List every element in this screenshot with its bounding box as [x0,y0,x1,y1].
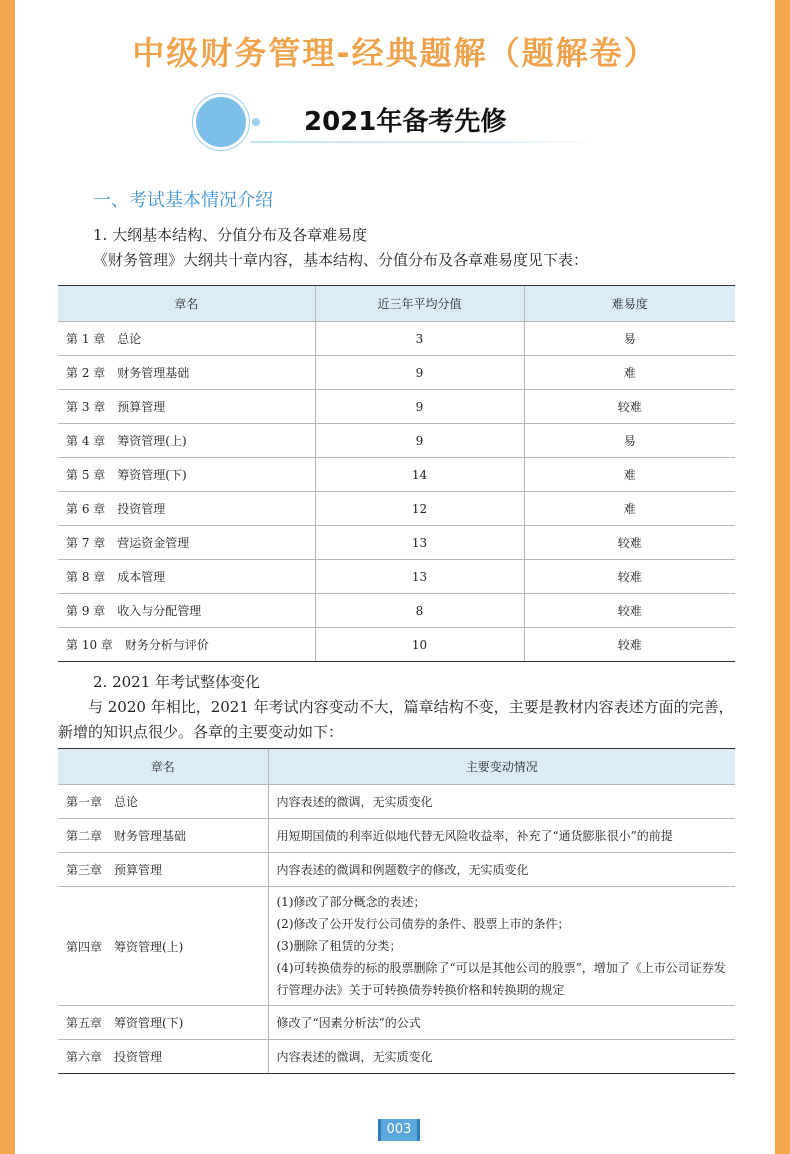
score-cell: 13 [315,526,524,560]
chapter-cell: 第四章 筹资管理(上) [58,887,268,1006]
banner-underline [250,141,600,143]
table-header-row [58,749,735,785]
change-item: (4)可转换债券的标的股票删除了“可以是其他公司的股票”，增加了《上市公司证券发行管理办法》关于可转换债券转换价格和转换期的规定 [276,961,726,997]
changes-cell [268,887,735,1006]
table-row [58,526,735,560]
changes-cell [268,853,735,887]
difficulty-cell: 较难 [524,560,735,594]
table-row [58,1006,735,1040]
chapter-cell: 第五章 筹资管理(下) [58,1006,268,1040]
score-cell: 9 [315,424,524,458]
column-header-difficulty: 难易度 [524,286,735,322]
chapter-cell: 第一章 总论 [58,785,268,819]
chapter-cell: 第 7 章 营运资金管理 [58,526,315,560]
table-row [58,560,735,594]
change-item: (2)修改了公开发行公司债券的条件、股票上市的条件； [276,917,570,931]
difficulty-cell: 较难 [524,628,735,662]
score-difficulty-table [58,285,735,662]
column-header-changes: 主要变动情况 [268,749,735,785]
change-item: (1)修改了部分概念的表述； [276,895,426,909]
change-item: (3)删除了租赁的分类； [276,939,402,953]
table-header-row [58,286,735,322]
score-cell: 9 [315,390,524,424]
chapter-cell: 第 10 章 财务分析与评价 [58,628,315,662]
chapter-cell: 第 1 章 总论 [58,322,315,356]
changes-cell [268,1040,735,1074]
difficulty-cell: 易 [524,322,735,356]
chapter-cell: 第 3 章 预算管理 [58,390,315,424]
difficulty-cell: 易 [524,424,735,458]
score-cell: 12 [315,492,524,526]
column-header-score: 近三年平均分值 [315,286,524,322]
score-cell: 3 [315,322,524,356]
difficulty-cell: 较难 [524,390,735,424]
table-row [58,390,735,424]
subheading-changes: 2. 2021 年考试整体变化 [93,673,261,691]
chapter-changes-table [58,748,735,1074]
difficulty-cell: 较难 [524,526,735,560]
score-cell: 8 [315,594,524,628]
book-title: 中级财务管理-经典题解（题解卷） [132,34,658,72]
table-row [58,492,735,526]
table-row [58,785,735,819]
change-item: 修改了“因素分析法”的公式 [276,1016,421,1030]
changes-cell [268,785,735,819]
score-cell: 14 [315,458,524,492]
table-row [58,458,735,492]
table-row [58,628,735,662]
score-cell: 10 [315,628,524,662]
chapter-cell: 第 8 章 成本管理 [58,560,315,594]
table-row [58,424,735,458]
subheading-outline: 1. 大纲基本结构、分值分布及各章难易度 [93,226,368,244]
table-row [58,853,735,887]
difficulty-cell: 难 [524,492,735,526]
score-cell: 9 [315,356,524,390]
score-cell: 13 [315,560,524,594]
chapter-cell: 第 4 章 筹资管理(上) [58,424,315,458]
table-row [58,887,735,1006]
change-item: 内容表述的微调，无实质变化 [276,1050,433,1064]
difficulty-cell: 难 [524,356,735,390]
section-banner [192,93,612,153]
table-row [58,1040,735,1074]
page-number: 003 [378,1119,420,1141]
change-item: 内容表述的微调和例题数字的修改，无实质变化 [276,863,529,877]
chapter-cell: 第六章 投资管理 [58,1040,268,1074]
paragraph-changes: 与 2020 年相比，2021 年考试内容变动不大，篇章结构不变，主要是教材内容表述方面的完善，新增的知识点很少。各章的主要变动如下： [58,698,734,741]
paragraph-outline: 《财务管理》大纲共十章内容，基本结构、分值分布及各章难易度见下表： [93,251,589,269]
table-row [58,356,735,390]
change-item: 内容表述的微调，无实质变化 [276,795,433,809]
change-item: 用短期国债的利率近似地代替无风险收益率，补充了“通货膨胀很小”的前提 [276,829,673,843]
right-border-strip [775,0,790,1154]
chapter-cell: 第二章 财务管理基础 [58,819,268,853]
chapter-cell: 第 5 章 筹资管理(下) [58,458,315,492]
changes-cell [268,819,735,853]
chapter-cell: 第 6 章 投资管理 [58,492,315,526]
difficulty-cell: 较难 [524,594,735,628]
column-header-chapter: 章名 [58,749,268,785]
changes-cell [268,1006,735,1040]
column-header-chapter: 章名 [58,286,315,322]
section-heading: 一、考试基本情况介绍 [93,190,273,211]
banner-title: 2021年备考先修 [304,107,507,137]
chapter-cell: 第 2 章 财务管理基础 [58,356,315,390]
chapter-cell: 第三章 预算管理 [58,853,268,887]
difficulty-cell: 难 [524,458,735,492]
banner-circle-decoration [196,97,246,147]
left-border-strip [0,0,15,1154]
table-row [58,594,735,628]
table-row [58,819,735,853]
chapter-cell: 第 9 章 收入与分配管理 [58,594,315,628]
banner-dot-decoration [252,118,260,126]
table-row [58,322,735,356]
